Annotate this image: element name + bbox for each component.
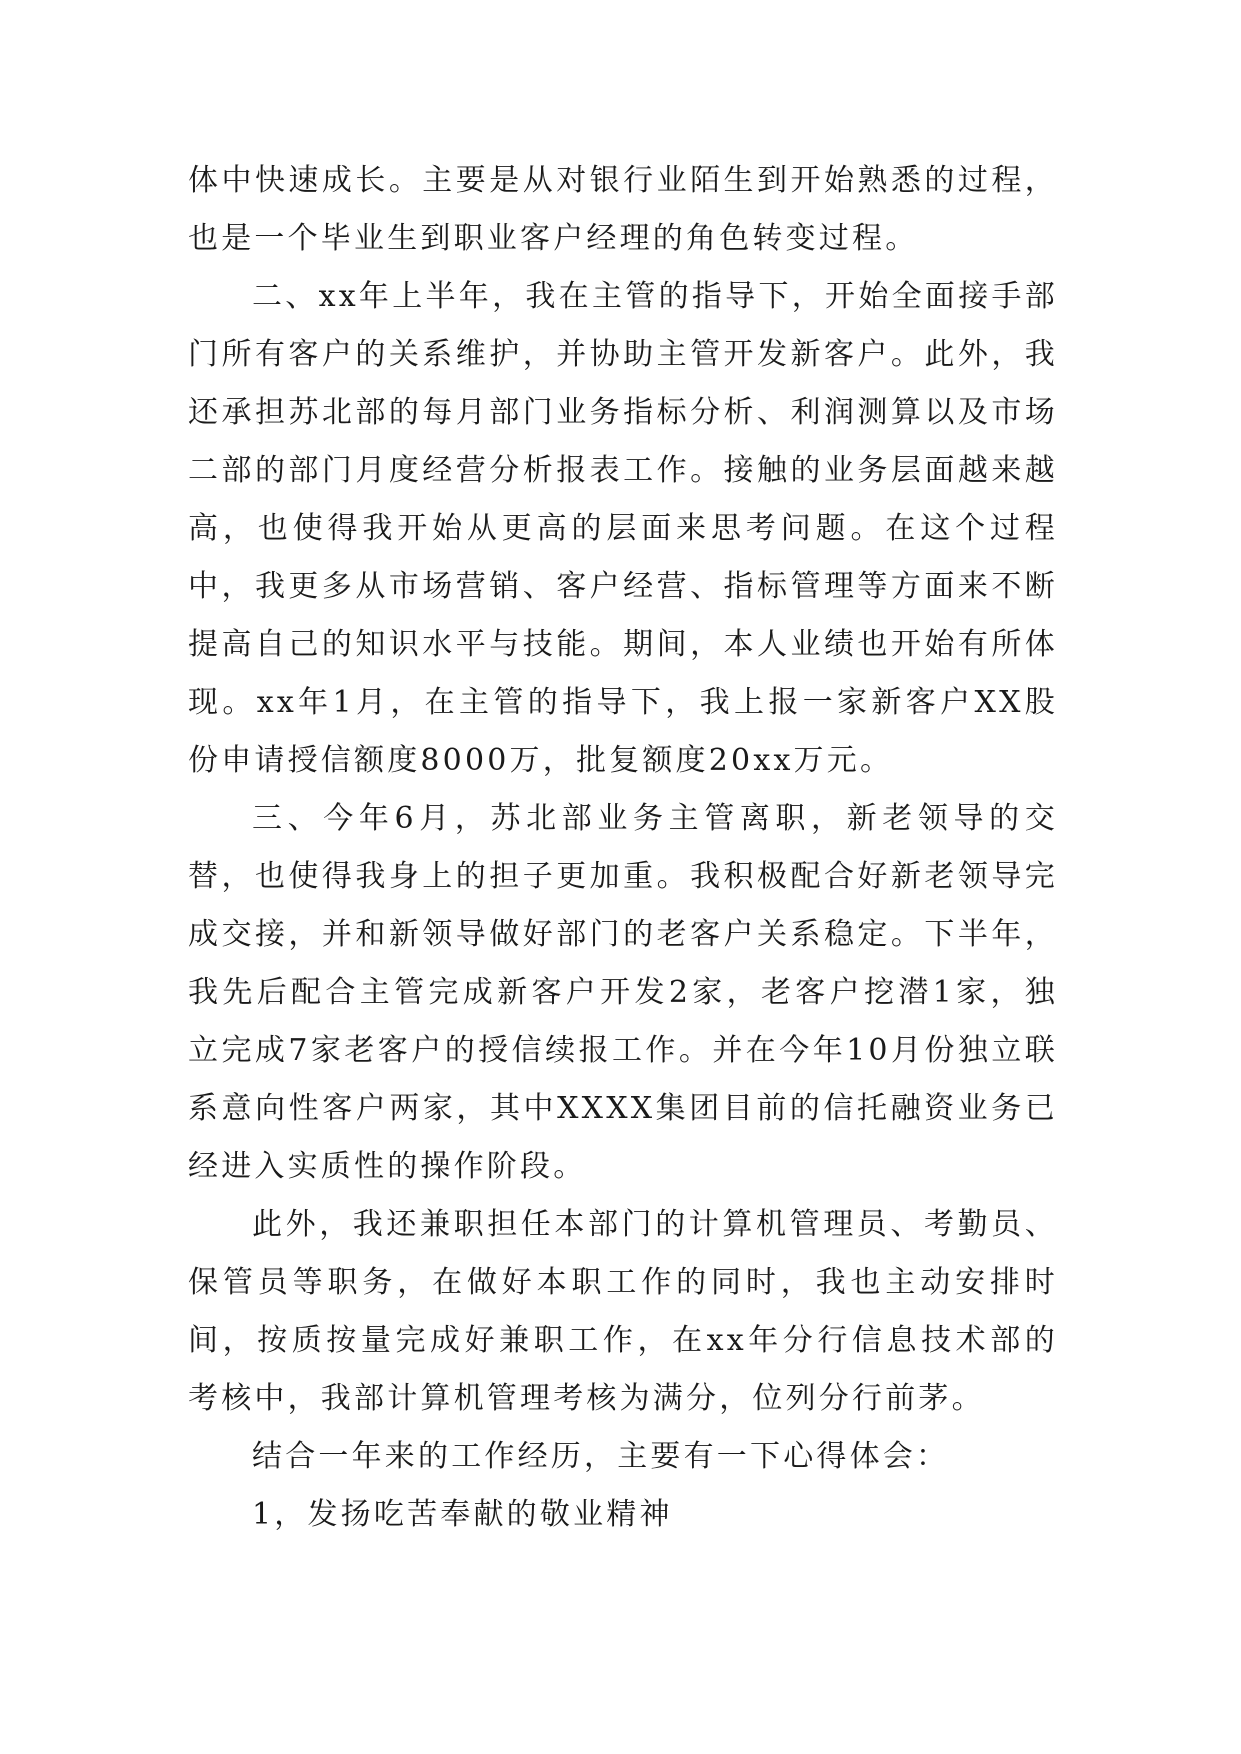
paragraph-section-two: 二、xx年上半年，我在主管的指导下，开始全面接手部门所有客户的关系维护，并协助主管开发新客户。此外，我还承担苏北部的每月部门业务指标分析、利润测算以及市场二部的部门月度经营分析报表工作。接触的业务层面越来越高，也使得我开始从更高的层面来思考问题。在这个过程中，我更多从市场营销、客户经营、指标管理等方面来不断提高自己的知识水平与技能。期间，本人业绩也开始有所体现。xx年1月，在主管的指导下，我上报一家新客户XX股份申请授信额度8000万，批复额度20xx万元。 [188, 279, 1058, 778]
paragraph-section-three: 三、今年6月，苏北部业务主管离职，新老领导的交替，也使得我身上的担子更加重。我积极配合好新老领导完成交接，并和新领导做好部门的老客户关系稳定。下半年，我先后配合主管完成新客户开发2家，老客户挖潜1家，独立完成7家老客户的授信续报工作。并在今年10月份独立联系意向性客户两家，其中XXXX集团目前的信托融资业务已经进入实质性的操作阶段。 [188, 801, 1058, 1184]
document-body [188, 152, 1058, 1544]
paragraph-experience-summary: 结合一年来的工作经历，主要有一下心得体会： [252, 1439, 950, 1474]
paragraph-intro-continuation: 体中快速成长。主要是从对银行业陌生到开始熟悉的过程，也是一个毕业生到职业客户经理的角色转变过程。 [188, 163, 1058, 256]
paragraph-additional-duties: 此外，我还兼职担任本部门的计算机管理员、考勤员、保管员等职务，在做好本职工作的同时，我也主动安排时间，按质按量完成好兼职工作，在xx年分行信息技术部的考核中，我部计算机管理考核为满分，位列分行前茅。 [188, 1207, 1058, 1416]
paragraph-point-one: 1，发扬吃苦奉献的敬业精神 [252, 1497, 673, 1532]
